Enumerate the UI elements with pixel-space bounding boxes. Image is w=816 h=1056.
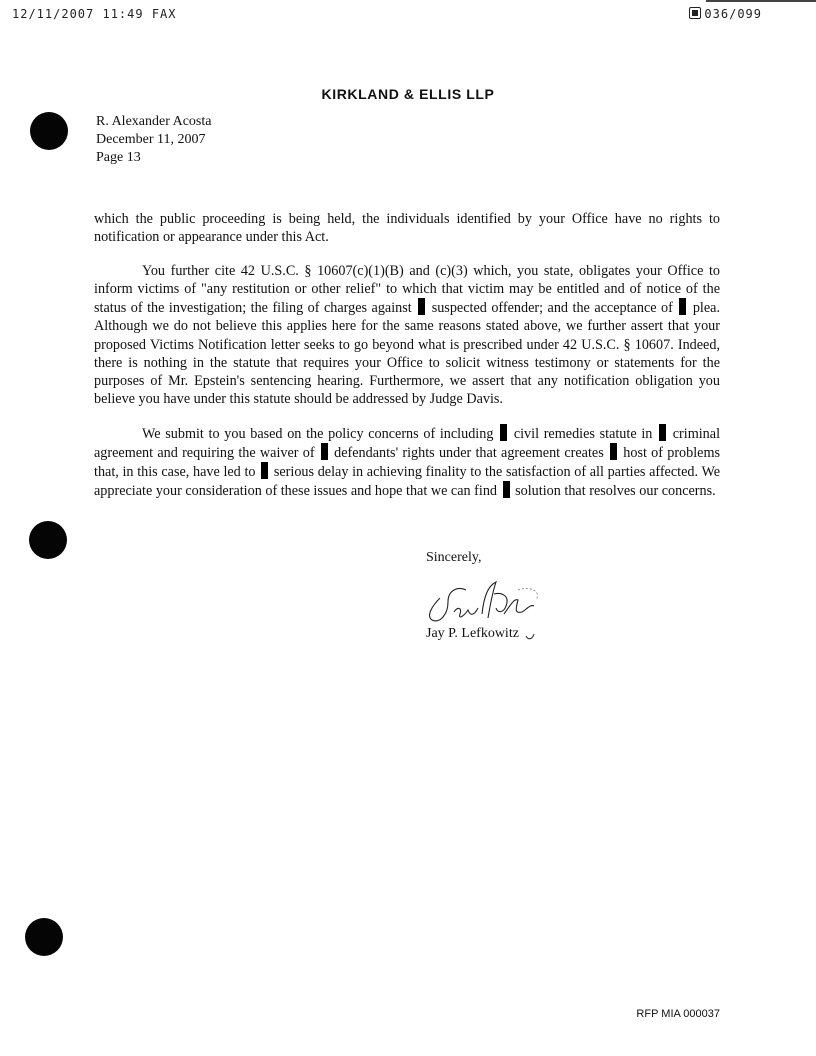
page-number: Page 13 [96, 150, 141, 165]
fax-icon [689, 7, 701, 19]
fax-header [0, 7, 816, 23]
bates-number: RFP MIA 000037 [636, 1008, 720, 1020]
redaction-bar [418, 298, 425, 315]
scan-edge-line [706, 0, 816, 2]
letterhead-firm-name: KIRKLAND & ELLIS LLP [321, 86, 495, 102]
letter-body [94, 210, 720, 516]
redaction-bar [261, 462, 268, 479]
fax-datetime: 12/11/2007 11:49 FAX [12, 7, 177, 21]
redaction-bar [321, 443, 328, 460]
paragraph-3: We submit to you based on the policy concerns of including civil remedies statute in criminal agreement and requiring the waiver of defendants' rights under that agreement creates host of problems that, in this case, have led to serious delay in achieving finality to the satisfaction of all parties affected. We appreciate your consideration of these issues and hope that we can find solution that resolves our concerns. [94, 425, 721, 500]
redaction-bar [659, 424, 666, 441]
signer-name: Jay P. Lefkowitz [426, 626, 519, 641]
letter-date: December 11, 2007 [96, 132, 206, 147]
recipient-name: R. Alexander Acosta [96, 114, 212, 129]
redaction-bar [679, 298, 686, 315]
paragraph-2: You further cite 42 U.S.C. § 10607(c)(1)(B) and (c)(3) which, you state, obligates your Office to inform victims of "any restitution or other relief" to which that victim may be entitled and of notice of the status of the investigation; the filing of charges against suspected offender; and the acceptance of plea. Although we do not believe this applies here for the same reasons stated above, we further assert that your proposed Victims Notification letter seeks to go beyond what is prescribed under 42 U.S.C. § 10607. Indeed, there is nothing in the statute that requires your Office to solicit witness testimony or statements for the purposes of Mr. Epstein's sentencing hearing. Furthermore, we assert that any notification obligation you believe you have under this statute should be addressed by Judge Davis. [94, 263, 720, 407]
redaction-bar [500, 424, 507, 441]
closing-salutation: Sincerely, [426, 550, 482, 565]
punch-hole-bottom [25, 918, 63, 956]
redaction-bar [610, 443, 617, 460]
fax-page-counter [689, 7, 762, 21]
redaction-bar [503, 481, 510, 498]
fax-page-count: 036/099 [704, 7, 762, 21]
punch-hole-top [30, 112, 68, 150]
punch-hole-middle [29, 521, 67, 559]
paragraph-1: which the public proceeding is being held, the individuals identified by your Office have no rights to notification or appearance under this Act. [94, 211, 720, 246]
recipient-block [96, 113, 211, 167]
